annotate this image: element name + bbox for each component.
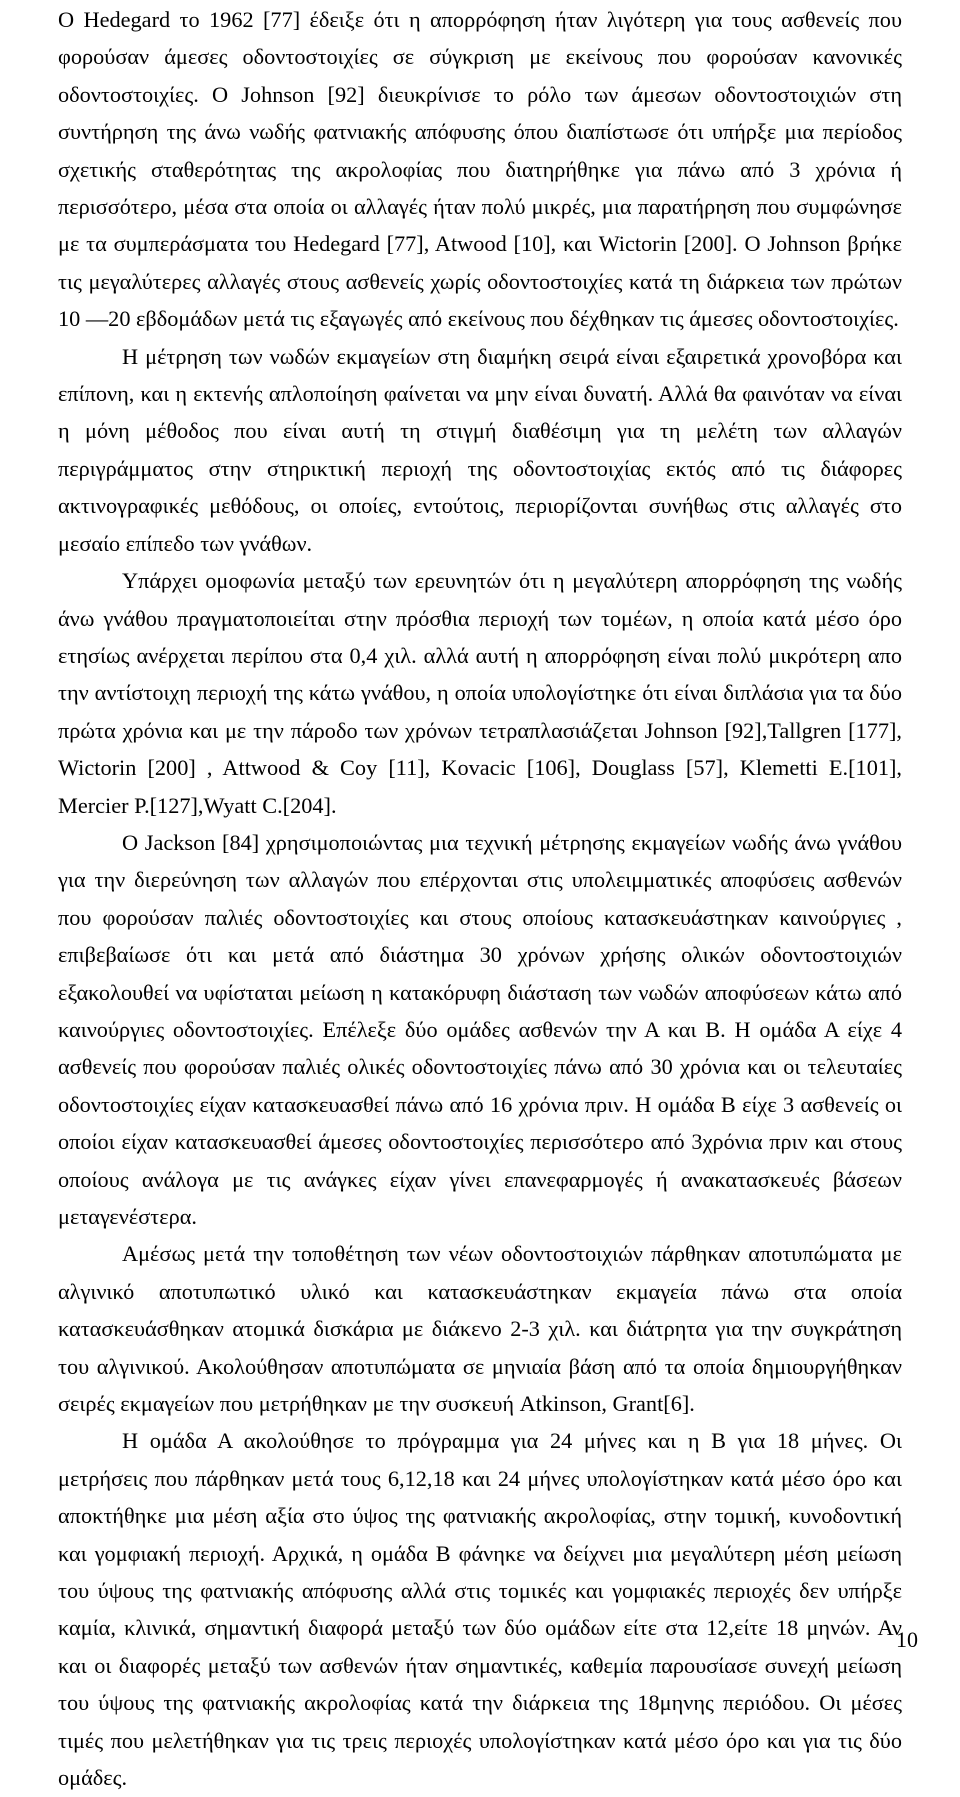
paragraph-hedegard: Ο Hedegard το 1962 [77] έδειξε ότι η απορρόφηση ήταν λιγότερη για τους ασθενείς που φορούσαν άμεσες οδοντοστοιχίες σε σύγκριση με εκείνους που φορούσαν κανονικές οδοντοστοιχίες. Ο Johnson [92] διευκρίνισε το ρόλο των άμεσων οδοντοστοιχιών στη συντήρηση της άνω νωδής φατνιακής απόφυσης όπου διαπίστωσε ότι υπήρξε μια περίοδος σχετικής σταθερότητας της ακρολοφίας που διατηρήθηκε για πάνω από 3 χρόνια ή περισσότερο, μέσα στα οποία οι αλλαγές ήταν πολύ μικρές, μια παρατήρηση που συμφώνησε με τα συμπεράσματα του Hedegard [77], Atwood [10], και Wictorin [200]. Ο Johnson βρήκε τις μεγαλύτερες αλλαγές στους ασθενείς χωρίς οδοντοστοιχίες κατά τη διάρκεια των πρώτων 10 —20 εβδομάδων μετά τις εξαγωγές από εκείνους που δέχθηκαν τις άμεσες οδοντοστοιχίες.: [58, 7, 902, 332]
paragraph-cast-measurement: Η μέτρηση των νωδών εκμαγείων στη διαμήκη σειρά είναι εξαιρετικά χρονοβόρα και επίπονη, και η εκτενής απλοποίηση φαίνεται να μην είναι δυνατή. Αλλά θα φαινόταν να είναι η μόνη μέθοδος που είναι αυτή τη στιγμή διαθέσιμη για τη μελέτη των αλλαγών περιγράμματος στην στηρικτική περιοχή της οδοντοστοιχίας εκτός από τις διάφορες ακτινογραφικές μεθόδους, οι οποίες, εντούτοις, περιορίζονται συνήθως στις αλλαγές στο μεσαίο επίπεδο των γνάθων.: [58, 343, 902, 556]
paragraph-resorption-consensus: Υπάρχει ομοφωνία μεταξύ των ερευνητών ότι η μεγαλύτερη απορρόφηση της νωδής άνω γνάθου πραγματοποιείται στην πρόσθια περιοχή των τομέων, η οποία κατά μέσο όρο ετησίως ανέρχεται περίπου στα 0,4 χιλ. αλλά αυτή η απορρόφηση είναι πολύ μικρότερη απο την αντίστοιχη περιοχή της κάτω γνάθου, η οποία υπολογίστηκε ότι είναι διπλάσια για τα δύο πρώτα χρόνια και με την πάροδο των χρόνων τετραπλασιάζεται Johnson [92],Tallgren [177], Wictorin [200] , Attwood & Coy [11], Kovacic [106], Douglass [57], Klemetti E.[101], Mercier P.[127],Wyatt C.[204].: [58, 568, 902, 818]
paragraph-results: Η ομάδα Α ακολούθησε το πρόγραμμα για 24 μήνες και η Β για 18 μήνες. Οι μετρήσεις που πάρθηκαν μετά τους 6,12,18 και 24 μήνες υπολογίστηκαν κατά μέσο όρο και αποκτήθηκε μια μέση αξία στο ύψος της φατνιακής ακρολοφίας, στην τομική, κυνοδοντική και γομφιακή περιοχή. Αρχικά, η ομάδα Β φάνηκε να δείχνει μια μεγαλύτερη μέση μείωση του ύψους της φατνιακής απόφυσης αλλά στις τομικές και γομφιακές περιοχές δεν υπήρξε καμία, κλινικά, σημαντική διαφορά μεταξύ των δύο ομάδων είτε στα 12,είτε 18 μηνών. Αν και οι διαφορές μεταξύ των ασθενών ήταν σημαντικές, καθεμία παρουσίασε συνεχή μείωση του ύψους της φατνιακής ακρολοφίας κατά την διάρκεια της 18μηνης περιόδου. Οι μέσες τιμές που μελετήθηκαν για τις τρεις περιοχές υπολογίστηκαν κατά μέσο όρο και για τις δύο ομάδες.: [58, 1428, 902, 1791]
paragraph-jackson-study: Ο Jackson [84] χρησιμοποιώντας μια τεχνική μέτρησης εκμαγείων νωδής άνω γνάθου για την διερεύνηση των αλλαγών που επέρχονται στις υπολειμματικές αποφύσεις ασθενών που φορούσαν παλιές οδοντοστοιχίες και στους οποίους κατασκευάστηκαν καινούργιες , επιβεβαίωσε ότι και μετά από διάστημα 30 χρόνων χρήσης ολικών οδοντοστοιχιών εξακολουθεί να υφίσταται μείωση η κατακόρυφη διάσταση των νωδών αποφύσεων κάτω από καινούργιες οδοντοστοιχίες. Επέλεξε δύο ομάδες ασθενών την Α και Β. Η ομάδα Α είχε 4 ασθενείς που φορούσαν παλιές ολικές οδοντοστοιχίες πάνω από 30 χρόνια και οι τελευταίες οδοντοστοιχίες είχαν κατασκευασθεί πάνω από 16 χρόνια πριν. Η ομάδα Β είχε 3 ασθενείς οι οποίοι είχαν κατασκευασθεί άμεσες οδοντοστοιχίες περισσότερο από 3χρόνια πριν και στους οποίους ανάλογα με τις ανάγκες είχαν γίνει επανεφαρμογές ή ανακατασκευές βάσεων μεταγενέστερα.: [58, 829, 902, 1229]
paragraph-impressions: Αμέσως μετά την τοποθέτηση των νέων οδοντοστοιχιών πάρθηκαν αποτυπώματα με αλγινικό αποτυπωτικό υλικό και κατασκευάστηκαν εκμαγεία πάνω στα οποία κατασκευάσθηκαν ατομικά δισκάρια με διάκενο 2-3 χιλ. και διάτρητα για την συγκράτηση του αλγινικού. Ακολούθησαν αποτυπώματα σε μηνιαία βάση από τα οποία δημιουργήθηκαν σειρές εκμαγείων που μετρήθηκαν με την συσκευή Atkinson, Grant[6].: [58, 1241, 902, 1417]
page-number: 10: [896, 1627, 918, 1652]
